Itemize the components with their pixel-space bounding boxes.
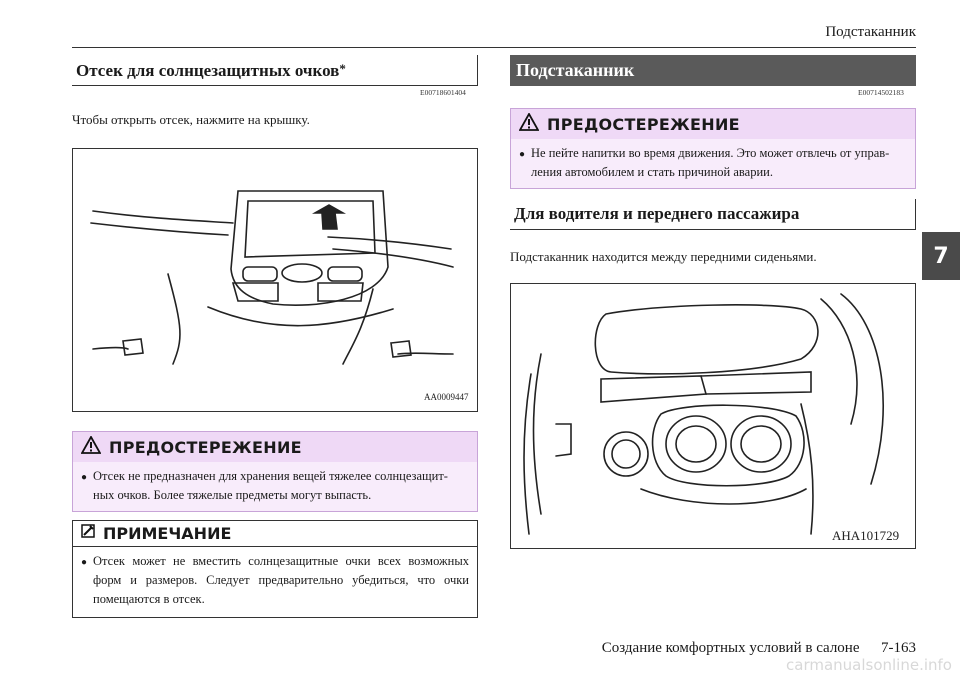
section-heading-cupholder bbox=[510, 55, 916, 86]
caution-header bbox=[511, 109, 915, 139]
header-rule bbox=[72, 47, 916, 48]
note-header bbox=[73, 521, 477, 547]
figure-sunglasses-holder bbox=[72, 148, 478, 412]
caution-text: Отсек не предназначен для хранения вещей тяжелее солнцезащит-ных очков. Более тяжелые предметы могут выпасть. bbox=[93, 469, 448, 502]
section-heading-text: Подстаканник bbox=[516, 60, 635, 80]
page-header-title: Подстаканник bbox=[825, 24, 916, 40]
caution-body bbox=[511, 139, 915, 188]
bullet-icon: ● bbox=[519, 149, 526, 160]
figure-code-left: AA0009447 bbox=[424, 392, 469, 402]
warning-triangle-icon bbox=[81, 436, 101, 459]
subheading-driver-passenger: Для водителя и переднего пассажира bbox=[514, 204, 800, 223]
caution-title: ПРЕДОСТЕРЕЖЕНИЕ bbox=[547, 114, 740, 134]
page-footer bbox=[602, 640, 916, 657]
caution-title: ПРЕДОСТЕРЕЖЕНИЕ bbox=[109, 437, 302, 457]
figure-cupholder bbox=[510, 283, 916, 549]
sunglasses-holder-illustration bbox=[73, 149, 477, 411]
page-number: 7-163 bbox=[881, 640, 916, 656]
figure-code-right: AHA101729 bbox=[832, 528, 900, 543]
caution-box-left bbox=[72, 431, 478, 512]
section-code-right: E00714502183 bbox=[858, 88, 904, 97]
watermark: carmanualsonline.info bbox=[786, 656, 952, 674]
chapter-tab[interactable]: 7 bbox=[922, 232, 960, 280]
warning-triangle-icon bbox=[519, 113, 539, 136]
section-heading-sunglasses bbox=[72, 61, 346, 81]
caution-header bbox=[73, 432, 477, 462]
note-box bbox=[72, 520, 478, 618]
caution-body bbox=[73, 462, 477, 511]
note-text: Отсек может не вместить солнцезащитные очки всех возможных форм и размеров. Следует предварительно убедиться, что очки помещаются в отсек. bbox=[93, 554, 469, 606]
section-heading-text: Отсек для солнцезащитных очков bbox=[76, 61, 340, 80]
section-code: E00718601404 bbox=[420, 88, 466, 97]
intro-text: Чтобы открыть отсек, нажмите на крышку. bbox=[72, 112, 310, 127]
optional-star: * bbox=[339, 61, 346, 76]
footer-section: Создание комфортных условий в салоне bbox=[601, 640, 860, 656]
bullet-icon: ● bbox=[81, 472, 88, 483]
caution-text: Не пейте напитки во время движения. Это может отвлечь от управ-ления автомобилем и стать причиной аварии. bbox=[531, 146, 890, 179]
caution-box-right bbox=[510, 108, 916, 189]
note-title: ПРИМЕЧАНИЕ bbox=[103, 524, 232, 543]
note-body bbox=[73, 547, 477, 617]
note-pencil-icon bbox=[79, 522, 97, 545]
cupholder-illustration bbox=[511, 284, 915, 548]
cupholder-text: Подстаканник находится между передними сиденьями. bbox=[510, 249, 817, 264]
bullet-icon: ● bbox=[81, 557, 88, 568]
